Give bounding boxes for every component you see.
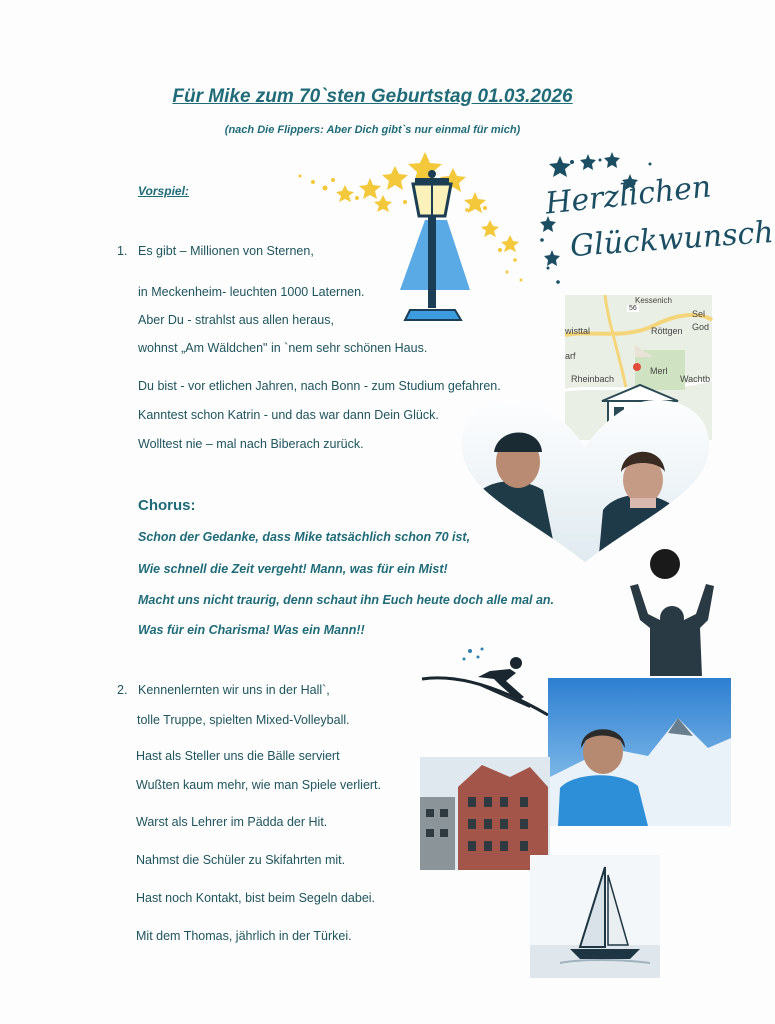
verse-line: Wolltest nie – mal nach Biberach zurück. [138, 437, 364, 451]
map-label: Röttgen [651, 326, 683, 336]
map-label: Kessenich [635, 296, 672, 305]
ski-photo [548, 678, 731, 826]
verse-line: Kennenlernten wir uns in der Hall`, [138, 683, 330, 697]
chorus-line: Wie schnell die Zeit vergeht! Mann, was für ein Mist! [138, 562, 448, 576]
chorus-line: Schon der Gedanke, dass Mike tatsächlich schon 70 ist, [138, 530, 471, 544]
chorus-line: Was für ein Charisma! Was ein Mann!! [138, 623, 365, 637]
verse-line: Hast noch Kontakt, bist beim Segeln dabei. [136, 891, 376, 905]
page-title: Für Mike zum 70`sten Geburtstag 01.03.2026 [172, 86, 573, 107]
verse-line: Nahmst die Schüler zu Skifahrten mit. [136, 853, 346, 867]
verse-line: Du bist - vor etlichen Jahren, nach Bonn - zum Studium gefahren. [138, 379, 501, 393]
lantern-stars-illustration [285, 150, 535, 330]
verse-line: Kanntest schon Katrin - und das war dann Dein Glück. [138, 408, 439, 422]
volleyball-player-icon [620, 548, 715, 676]
map-label: Rheinbach [571, 374, 615, 384]
chorus-line: Macht uns nicht traurig, denn schaut ihn Euch heute doch alle mal an. [138, 593, 555, 607]
verse1-number: 1. [117, 244, 128, 258]
sailboat-photo [530, 855, 660, 978]
greeting-line2: Glückwunsch [569, 214, 775, 265]
map-label: arf [565, 351, 576, 361]
vorspiel-label: Vorspiel: [138, 184, 189, 198]
school-building-photo [420, 757, 550, 870]
street-lantern-icon [400, 170, 470, 320]
skier-icon [420, 645, 550, 717]
map-label: Merl [650, 366, 668, 376]
verse-line: Wußten kaum mehr, wie man Spiele verliert. [136, 778, 382, 792]
verse-line: Hast als Steller uns die Bälle serviert [136, 749, 340, 763]
map-label: wisttal [565, 326, 591, 336]
map-label: Sel [692, 309, 706, 319]
verse-line: Warst als Lehrer im Pädda der Hit. [136, 815, 328, 829]
verse-line: in Meckenheim- leuchten 1000 Laternen. [138, 285, 365, 299]
chorus-heading: Chorus: [138, 497, 196, 514]
couple-heart-photo [458, 390, 713, 565]
map-label: 56 [629, 305, 637, 312]
verse2-number: 2. [117, 683, 128, 697]
verse-line: tolle Truppe, spielten Mixed-Volleyball. [137, 713, 350, 727]
verse-line: wohnst „Am Wäldchen" in `nem sehr schönen Haus. [138, 341, 428, 355]
verse-line: Es gibt – Millionen von Sternen, [138, 244, 314, 258]
map-label: Wachtb [680, 374, 711, 384]
map-pin-icon [633, 363, 641, 371]
greeting-line1: Herzlichen [543, 169, 713, 222]
page-subtitle: (nach Die Flippers: Aber Dich gibt`s nur einmal für mich) [224, 124, 521, 136]
verse-line: Mit dem Thomas, jährlich in der Türkei. [136, 929, 352, 943]
verse-line: Aber Du - strahlst aus allen heraus, [138, 313, 334, 327]
map-label: God [692, 322, 710, 332]
